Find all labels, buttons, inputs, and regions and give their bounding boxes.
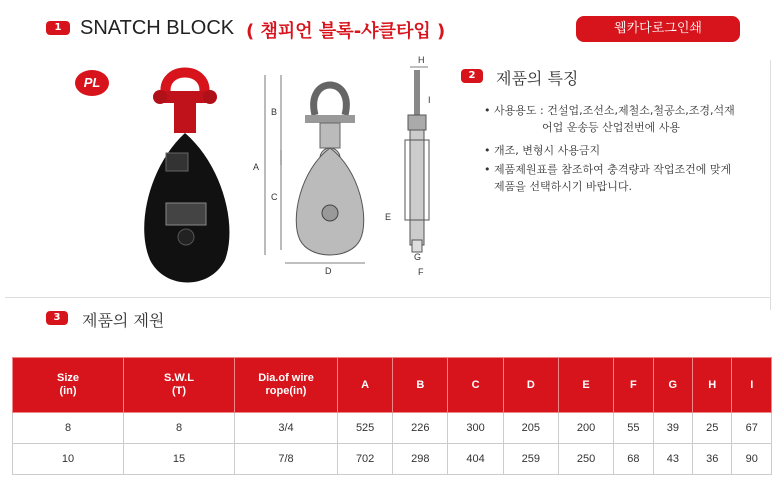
specs-title: 제품의 제원 bbox=[82, 311, 165, 330]
header-h: H bbox=[693, 358, 732, 413]
spec-table bbox=[12, 357, 772, 475]
cell-h: 25 bbox=[693, 413, 732, 444]
cell-b: 298 bbox=[393, 444, 448, 475]
section-number-badge-3: 3 bbox=[46, 311, 68, 325]
section-divider bbox=[5, 297, 770, 298]
feature-item: • 사용용도 : 건설업,조선소,제철소,철공소,조경,석재 어업 운송등 산업전번에 사용 bbox=[484, 104, 735, 134]
cell-f: 68 bbox=[614, 444, 653, 475]
cell-wire-dia: 3/4 bbox=[235, 413, 338, 444]
right-border-line bbox=[770, 60, 771, 310]
cell-e: 250 bbox=[558, 444, 613, 475]
cell-e: 200 bbox=[558, 413, 613, 444]
header-f: F bbox=[614, 358, 653, 413]
feature-item: • 제품제원표를 참조하여 충격량과 작업조건에 맞게 제품을 선택하시기 바랍니다. bbox=[484, 163, 732, 193]
header-a: A bbox=[338, 358, 393, 413]
cell-h: 36 bbox=[693, 444, 732, 475]
cell-f: 55 bbox=[614, 413, 653, 444]
section-number-badge-2: 2 bbox=[461, 69, 483, 83]
dim-label-e: E bbox=[385, 212, 392, 222]
dim-label-i: I bbox=[428, 95, 431, 105]
cell-swl: 8 bbox=[124, 413, 235, 444]
table-row bbox=[13, 413, 772, 444]
header-e: E bbox=[558, 358, 613, 413]
dim-label-g: G bbox=[414, 252, 422, 262]
dim-label-c: C bbox=[271, 192, 278, 202]
header-c: C bbox=[448, 358, 503, 413]
dim-label-a: A bbox=[253, 162, 260, 172]
cell-size: 10 bbox=[13, 444, 124, 475]
cell-wire-dia: 7/8 bbox=[235, 444, 338, 475]
product-subtitle: ( 챔피언 블록-샤클타입 ) bbox=[246, 21, 446, 42]
header-i: I bbox=[732, 358, 772, 413]
product-title: SNATCH BLOCK bbox=[80, 17, 235, 39]
cell-i: 67 bbox=[732, 413, 772, 444]
dim-label-d: D bbox=[325, 266, 332, 276]
technical-drawing-side bbox=[380, 55, 440, 280]
cell-b: 226 bbox=[393, 413, 448, 444]
cell-swl: 15 bbox=[124, 444, 235, 475]
dim-label-f: F bbox=[418, 267, 424, 277]
features-title: 제품의 특징 bbox=[496, 69, 579, 88]
cell-size: 8 bbox=[13, 413, 124, 444]
cell-c: 300 bbox=[448, 413, 503, 444]
spec-table-header-row bbox=[13, 358, 772, 413]
header-wire-dia: Dia.of wire rope(in) bbox=[235, 358, 338, 413]
header-d: D bbox=[503, 358, 558, 413]
feature-item: • 개조, 변형시 사용금지 bbox=[484, 144, 601, 157]
dim-label-b: B bbox=[271, 107, 278, 117]
cell-g: 43 bbox=[653, 444, 692, 475]
cell-i: 90 bbox=[732, 444, 772, 475]
header-g: G bbox=[653, 358, 692, 413]
dim-label-h: H bbox=[418, 55, 425, 65]
cell-g: 39 bbox=[653, 413, 692, 444]
web-catalog-button[interactable]: 웹카다로그인쇄 bbox=[576, 16, 740, 42]
header-b: B bbox=[393, 358, 448, 413]
product-photo bbox=[130, 55, 240, 285]
cell-d: 205 bbox=[503, 413, 558, 444]
header-size: Size (in) bbox=[13, 358, 124, 413]
brand-logo: PL bbox=[75, 70, 109, 96]
header-swl: S.W.L (T) bbox=[124, 358, 235, 413]
table-row bbox=[13, 444, 772, 475]
cell-a: 525 bbox=[338, 413, 393, 444]
cell-a: 702 bbox=[338, 444, 393, 475]
technical-drawing-front bbox=[245, 70, 375, 280]
section-number-badge: 1 bbox=[46, 21, 70, 35]
cell-d: 259 bbox=[503, 444, 558, 475]
cell-c: 404 bbox=[448, 444, 503, 475]
